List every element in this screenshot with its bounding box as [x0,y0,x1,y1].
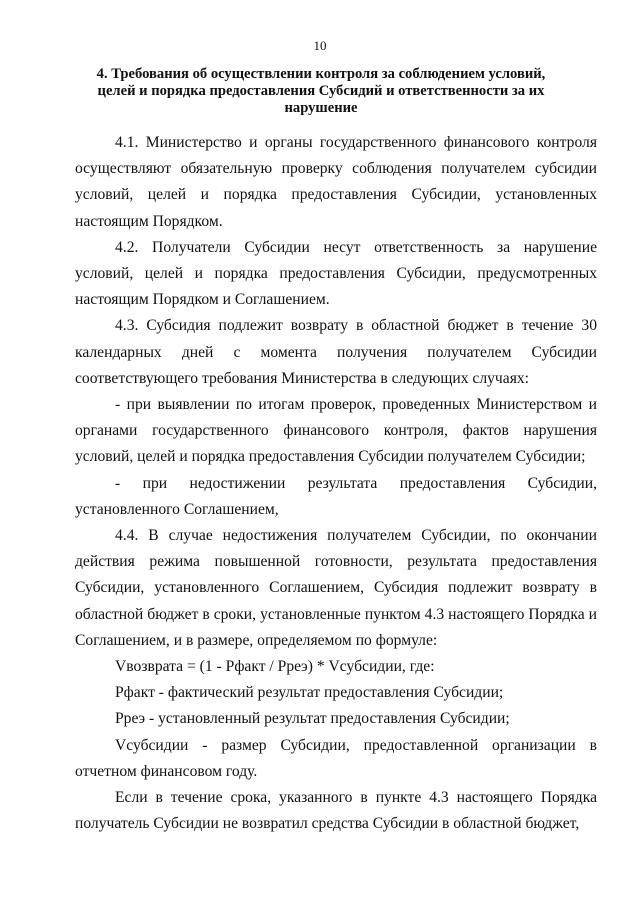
section-body [75,130,597,837]
list-item-violation: - при выявлении по итогам проверок, проведенных Министерством и органами государственного финансового контроля, фактов нарушения условий, целей и порядка предоставления Субсидии получателем Субсидии; [75,396,597,466]
section-heading: 4. Требования об осуществлении контроля за соблюдением условий, целей и порядка предоставления Субсидий и ответственности за их нарушение [96,66,546,116]
page-number: 10 [313,38,327,53]
paragraph-return-deadline: Если в течение срока, указанного в пункте 4.3 настоящего Порядка получатель Субсидии не возвратил средства Субсидии в областной бюджет, [75,789,597,833]
paragraph-4-1: 4.1. Министерство и органы государственного финансового контроля осуществляют обязательную проверку соблюдения получателем субсидии условий, целей и порядка предоставления Субсидии, установленных настоящим Порядком. [75,134,597,230]
formula-definition-rfakt: Рфакт - фактический результат предоставления Субсидии; [115,684,504,702]
paragraph-4-2: 4.2. Получатели Субсидии несут ответственность за нарушение условий, целей и порядка предоставления Субсидии, предусмотренных настоящим Порядком и Соглашением. [75,238,597,309]
list-item-non-achievement: - при недостижении результата предоставления Субсидии, установленного Соглашением, [75,474,597,518]
formula-definition-vsubsidii: Vсубсидии - размер Субсидии, предоставленной организации в отчетном финансовом году. [75,736,597,780]
paragraph-4-4: 4.4. В случае недостижения получателем Субсидии, по окончании действия режима повышенной готовности, результата предоставления Субсидии, установленного Соглашением, Субсидия подлежит возврату в областной бюджет в сроки, установленные пунктом 4.3 настоящего Порядка и Соглашением, и в размере, определяемом по формуле: [75,527,597,649]
formula-definition-rrez: Рреэ - установленный результат предоставления Субсидии; [115,710,510,728]
paragraph-4-3: 4.3. Субсидия подлежит возврату в областной бюджет в течение 30 календарных дней с момента получения получателем Субсидии соответствующего требования Министерства в следующих случаях: [75,317,597,387]
formula: Vвозврата = (1 - Рфакт / Рреэ) * Vсубсидии, где: [115,658,435,676]
